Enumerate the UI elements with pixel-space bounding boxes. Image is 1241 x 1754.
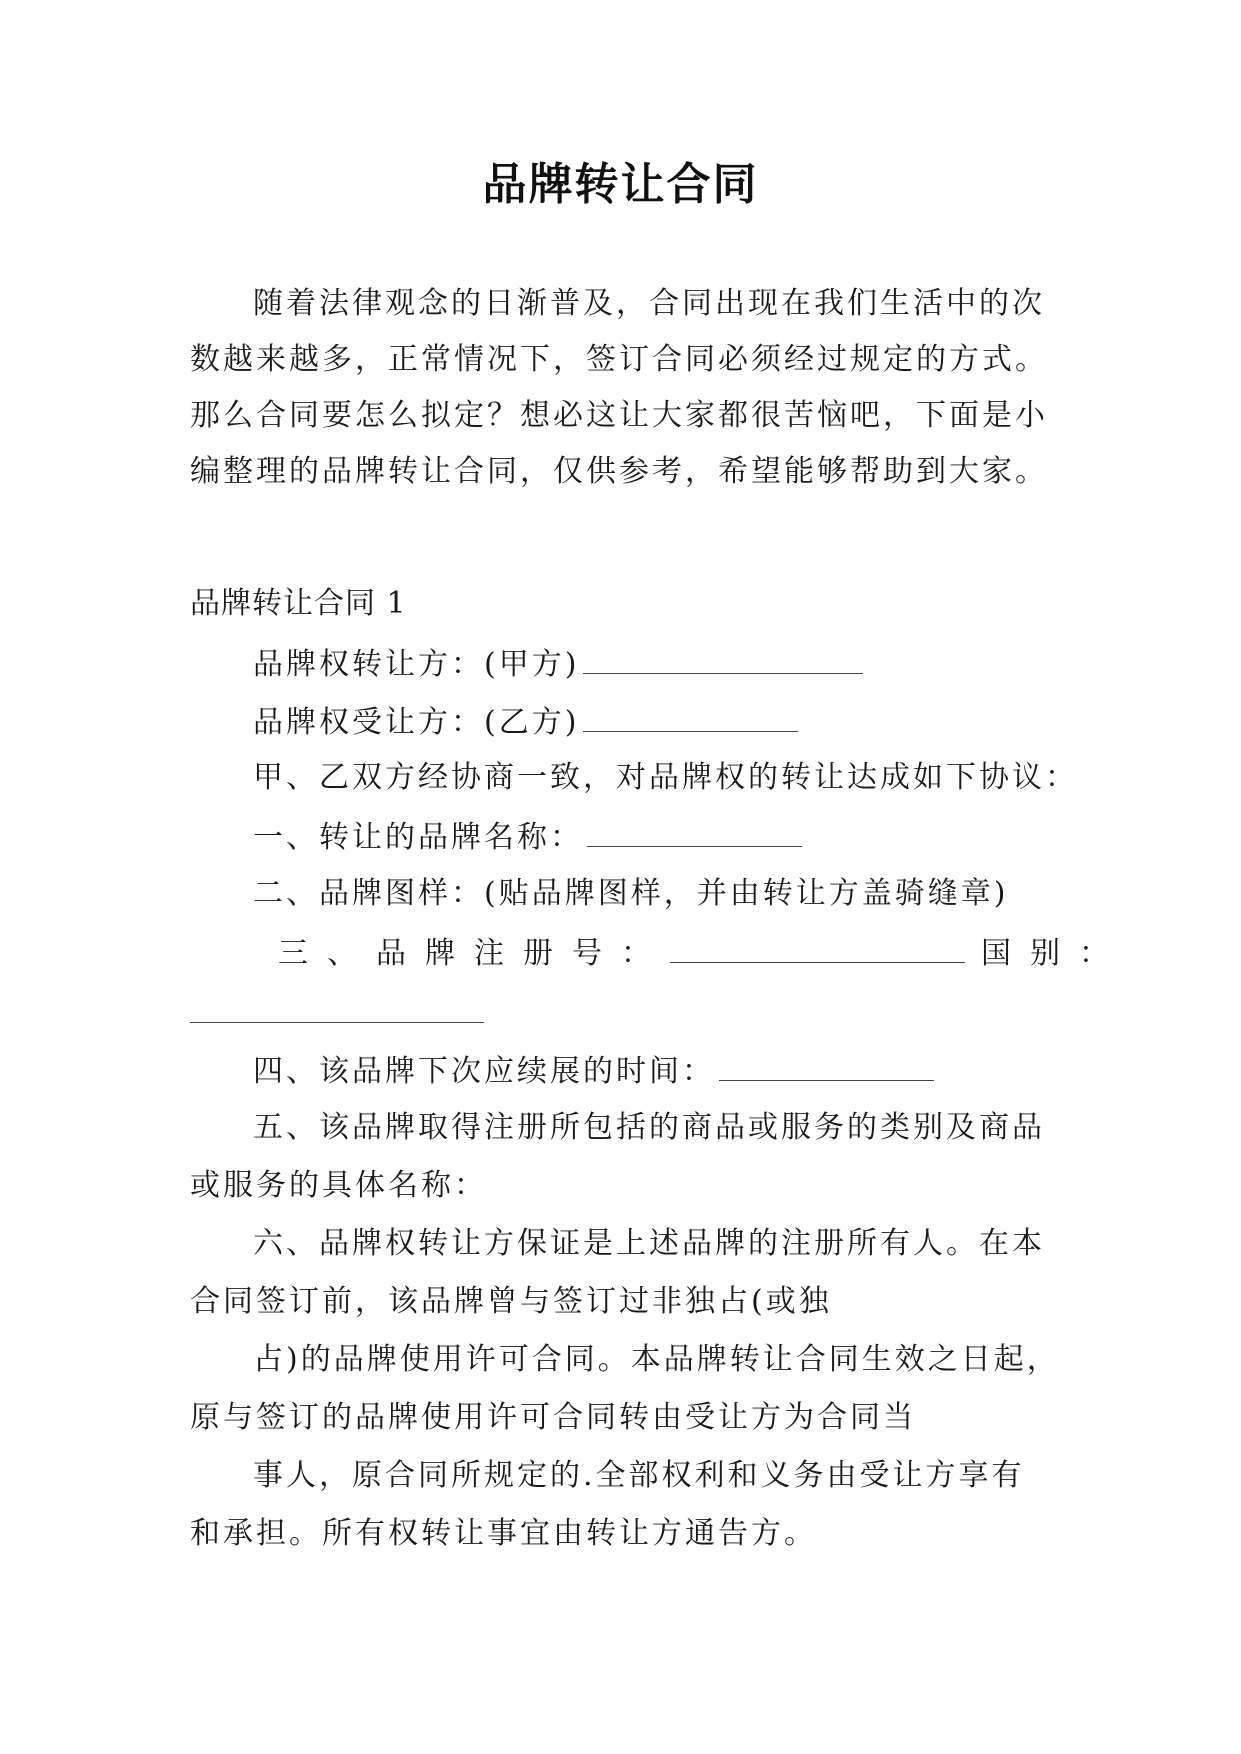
item-3-country-label: 国别：	[981, 936, 1128, 971]
party-b-blank[interactable]	[583, 703, 798, 732]
item-6-line-6: 和承担。所有权转让事宜由转让方通告方。	[190, 1516, 817, 1551]
country-blank[interactable]	[190, 1022, 484, 1023]
agreement-line: 甲、乙双方经协商一致，对品牌权的转让达成如下协议：	[253, 760, 1078, 795]
party-b-label: 品牌权受让方：(乙方)	[253, 705, 580, 740]
intro-line-1: 随着法律观念的日渐普及，合同出现在我们生活中的次	[253, 286, 1045, 321]
item-6-line-4: 原与签订的品牌使用许可合同转由受让方为合同当	[190, 1400, 916, 1435]
section-heading: 品牌转让合同 1	[190, 586, 407, 621]
item-5-line-1: 五、该品牌取得注册所包括的商品或服务的类别及商品	[253, 1110, 1045, 1145]
party-a-line	[253, 645, 863, 683]
item-1-label: 一、转让的品牌名称：	[253, 820, 583, 855]
party-a-blank[interactable]	[583, 645, 863, 674]
item-6-line-3: 占)的品牌使用许可合同。本品牌转让合同生效之日起，	[253, 1342, 1060, 1377]
item-3-label: 三、品牌注册号：	[278, 936, 670, 971]
registration-number-blank[interactable]	[670, 934, 965, 963]
party-b-line	[253, 703, 798, 741]
intro-line-2: 数越来越多，正常情况下，签订合同必须经过规定的方式。	[190, 342, 1048, 377]
brand-name-blank[interactable]	[587, 818, 802, 847]
document-title: 品牌转让合同	[482, 159, 759, 210]
item-2-line: 二、品牌图样：(贴品牌图样，并由转让方盖骑缝章)	[253, 876, 1009, 911]
renewal-time-blank[interactable]	[719, 1052, 934, 1081]
item-6-line-5: 事人，原合同所规定的.全部权利和义务由受让方享有	[253, 1458, 1025, 1493]
item-5-line-2: 或服务的具体名称：	[190, 1168, 487, 1203]
intro-line-4: 编整理的品牌转让合同，仅供参考，希望能够帮助到大家。	[190, 454, 1048, 489]
item-1-line	[253, 818, 802, 856]
intro-line-3: 那么合同要怎么拟定？想必这让大家都很苦恼吧，下面是小	[190, 398, 1048, 433]
item-6-line-2: 合同签订前，该品牌曾与签订过非独占(或独	[190, 1284, 832, 1319]
item-4-line	[253, 1052, 934, 1090]
item-6-line-1: 六、品牌权转让方保证是上述品牌的注册所有人。在本	[253, 1226, 1045, 1261]
party-a-label: 品牌权转让方：(甲方)	[253, 647, 580, 682]
item-3-line	[278, 934, 1128, 972]
item-4-label: 四、该品牌下次应续展的时间：	[253, 1054, 715, 1089]
